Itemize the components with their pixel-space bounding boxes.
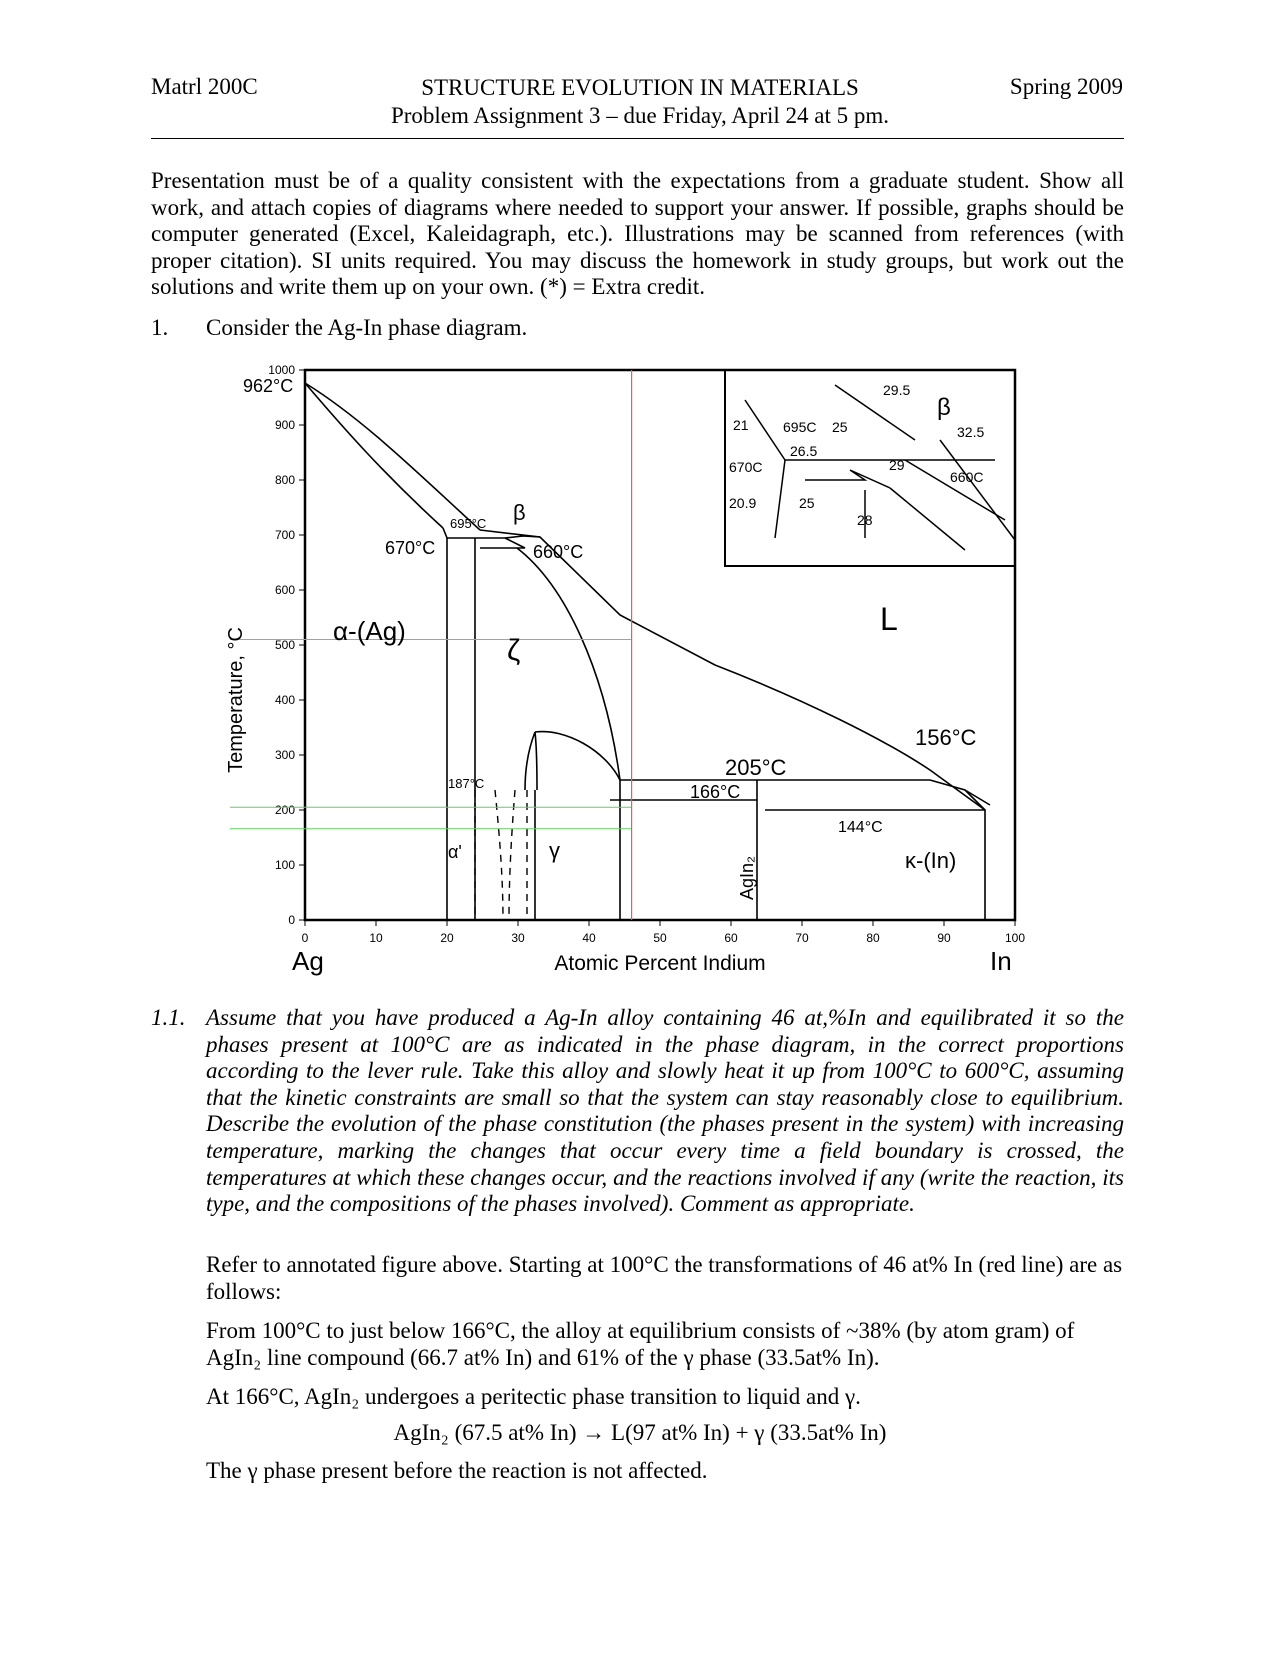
inset-frame	[725, 370, 1015, 566]
title: STRUCTURE EVOLUTION IN MATERIALS	[421, 75, 859, 100]
inset-beta: β	[937, 394, 951, 421]
x-tick-label: 40	[582, 931, 596, 945]
inset-209: 20.9	[729, 495, 757, 511]
label-zeta: ζ	[507, 634, 521, 667]
y-tick-label: 500	[274, 638, 295, 652]
y-tick-label: 300	[274, 748, 295, 762]
answer-paragraph-3: At 166°C, AgIn₂ undergoes a peritectic phase transition to liquid and γ.	[206, 1384, 861, 1409]
x-tick-label: 70	[795, 931, 809, 945]
question-number: 1.	[151, 315, 169, 340]
y-tick-label: 800	[274, 473, 295, 487]
answer-paragraph-2: From 100°C to just below 166°C, the alloy at equilibrium consists of ~38% (by atom gram) of AgIn₂ line compound (66.7 at% In) and 61% of the γ phase (33.5at% In).	[206, 1318, 1075, 1370]
label-670: 670°C	[385, 538, 436, 558]
subtitle: Problem Assignment 3 – due Friday, April 24 at 5 pm.	[390, 103, 890, 128]
inset-660: 660C	[950, 469, 984, 485]
x-tick-label: 60	[724, 931, 738, 945]
y-tick-label: 700	[274, 528, 295, 542]
inset-lines	[745, 385, 1015, 550]
label-gamma: γ	[549, 838, 560, 863]
label-166: 166°C	[690, 782, 741, 802]
inset-25b: 25	[799, 495, 815, 511]
label-695: 695°C	[450, 516, 487, 531]
inset-25a: 25	[832, 419, 848, 435]
label-144: 144°C	[838, 819, 883, 836]
y-axis-label: Temperature, °C	[225, 627, 247, 773]
x-tick-label: 80	[866, 931, 880, 945]
inset-29: 29	[889, 457, 905, 473]
label-660: 660°C	[533, 542, 584, 562]
label-205: 205°C	[725, 755, 787, 780]
x-tick-label: 100	[1004, 931, 1026, 945]
x-tick-label: 0	[301, 931, 309, 945]
left-element: Ag	[292, 946, 324, 976]
label-kappa: κ-(In)	[905, 848, 957, 873]
label-187: 187°C	[448, 776, 485, 791]
intro-paragraph: Presentation must be of a quality consistent with the expectations from a graduate student. Show all work, and attach copies of diagrams where needed to support your answer. If possible, graphs should be computer generated (Excel, Kaleidagraph, etc.). Illustrations may be scanned from references (with proper citation). SI units required. You may discuss the homework in study groups, but work out the solutions and write them up on your own. (*) = Extra credit.	[151, 168, 1124, 300]
dashed-boundaries	[475, 790, 527, 920]
inset-295: 29.5	[883, 382, 911, 398]
x-tick-label: 50	[653, 931, 667, 945]
phase-boundaries	[305, 383, 990, 920]
phase-diagram	[220, 360, 1026, 980]
label-alpha-ag: α-(Ag)	[333, 616, 406, 646]
reaction-equation: AgIn₂ (67.5 at% In) → L(97 at% In) + γ (33.5at% In)	[393, 1420, 887, 1445]
inset-28: 28	[857, 512, 873, 528]
right-element: In	[990, 946, 1012, 976]
answer-paragraph-4: The γ phase present before the reaction is not affected.	[206, 1458, 708, 1483]
y-tick-label: 200	[274, 803, 295, 817]
label-ag-melt: 962°C	[243, 376, 294, 396]
question-number: 1.1.	[151, 1005, 186, 1030]
course-code: Matrl 200C	[151, 74, 258, 99]
term: Spring 2009	[1009, 74, 1123, 99]
y-tick-label: 400	[274, 693, 295, 707]
inset-325: 32.5	[957, 424, 985, 440]
label-156: 156°C	[915, 725, 977, 750]
question-text: Consider the Ag-In phase diagram.	[206, 315, 528, 340]
inset-265: 26.5	[790, 443, 818, 459]
plot-frame	[305, 370, 1015, 920]
x-tick-label: 90	[937, 931, 951, 945]
inset-21: 21	[733, 417, 749, 433]
y-tick-label: 100	[274, 858, 295, 872]
x-tick-label: 30	[511, 931, 525, 945]
x-tick-label: 20	[440, 931, 454, 945]
label-beta: β	[513, 500, 526, 525]
question-1-1	[151, 1005, 1124, 1218]
question-text: Assume that you have produced a Ag-In alloy containing 46 at,%In and equilibrated it so the phases present at 100°C are as indicated in the phase diagram, in the correct proportions according to the lever rule. Take this alloy and slowly heat it up from 100°C to 600°C, assuming that the kinetic constraints are small so that the system can stay reasonably close to equilibrium. Describe the evolution of the phase constitution (the phases present in the system) with increasing temperature, marking the changes that occur every time a field boundary is crossed, the temperatures at which these changes occur, and the reactions involved if any (write the reaction, its type, and the compositions of the phases involved). Comment as appropriate.	[206, 1005, 1124, 1217]
x-axis-label: Atomic Percent Indium	[554, 952, 766, 975]
inset-695: 695C	[783, 419, 817, 435]
y-tick-label: 600	[274, 583, 295, 597]
x-tick-label: 10	[369, 931, 383, 945]
label-agin2: AgIn₂	[737, 855, 757, 900]
answer-paragraph-1: Refer to annotated figure above. Starting at 100°C the transformations of 46 at% In (red line) are as follows:	[206, 1252, 1123, 1304]
isotherm-lines	[230, 640, 632, 829]
header-rule	[151, 138, 1124, 139]
label-liquid: L	[880, 601, 898, 637]
label-alpha-prime: α'	[448, 842, 462, 862]
y-tick-label: 1000	[268, 363, 295, 377]
y-tick-label: 0	[288, 913, 295, 927]
inset-670: 670C	[729, 459, 763, 475]
y-tick-label: 900	[274, 418, 295, 432]
